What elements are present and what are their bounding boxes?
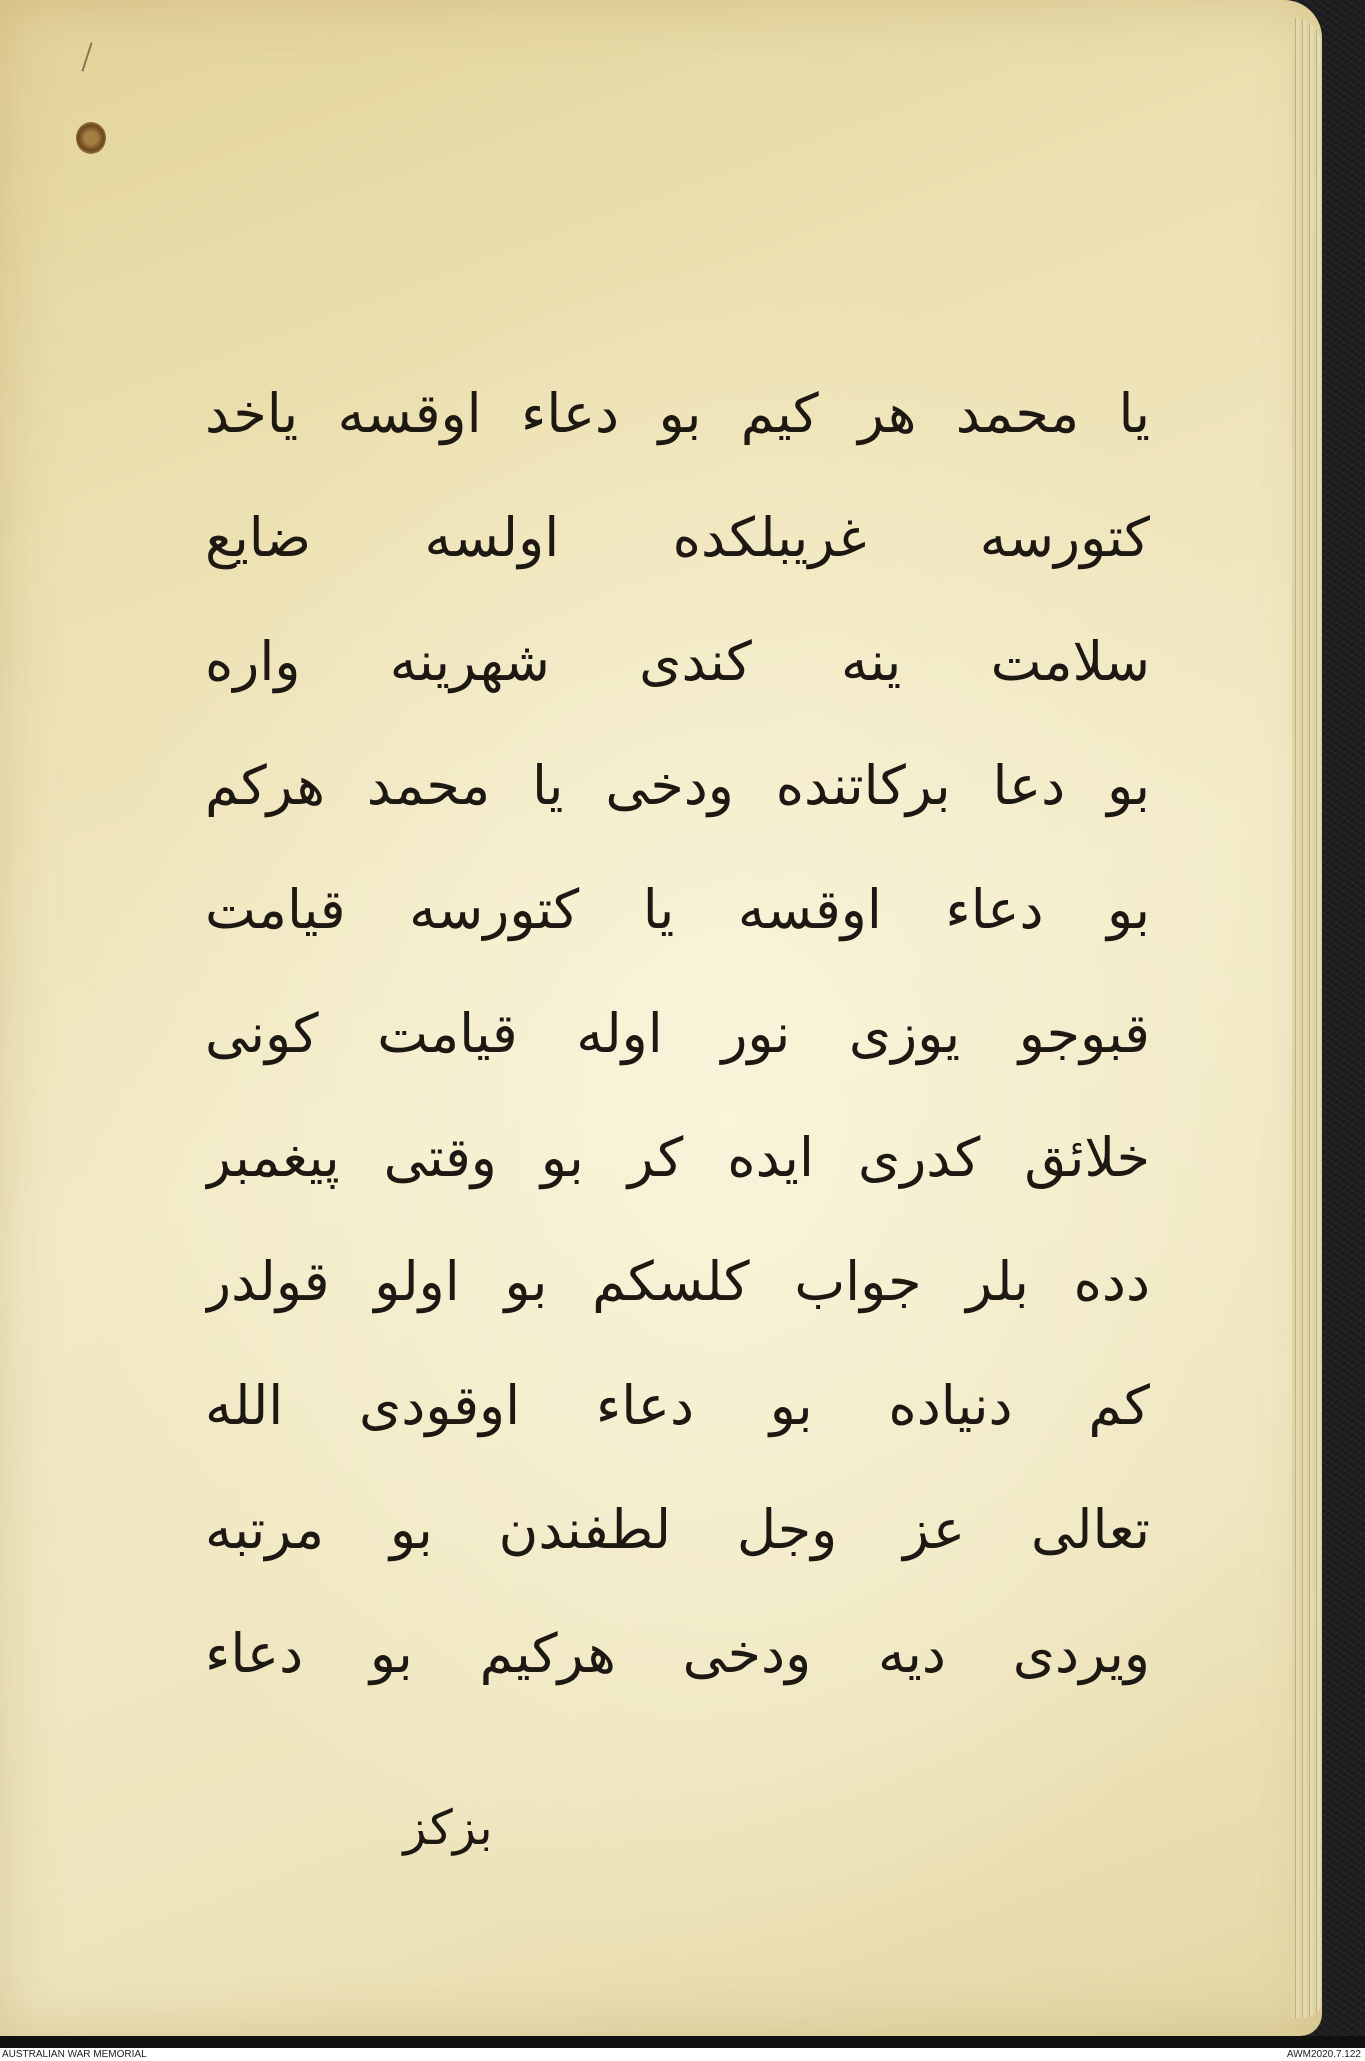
manuscript-line: کم دنیاده بو دعاء اوقودی الله [205, 1374, 1150, 1437]
manuscript-line: ویردی دیه ودخی هرکیم بو دعاء [205, 1622, 1150, 1685]
scan-bottom-border [0, 2036, 1365, 2048]
ink-stain [76, 122, 106, 154]
catchword: بزکز [403, 1800, 493, 1856]
manuscript-line: دده بلر جواب کلسکم بو اولو قولدر [205, 1250, 1150, 1313]
manuscript-line: بو دعا برکاتنده ودخی یا محمد هرکم [205, 754, 1150, 817]
page-stack-edge [1292, 18, 1322, 2018]
manuscript-line: کتورسه غریبلکده اولسه ضایع [205, 506, 1150, 569]
manuscript-line: یا محمد هر کیم بو دعاء اوقسه یاخد [205, 382, 1150, 445]
archive-footer [0, 2048, 1365, 2061]
manuscript-text-block [205, 352, 1150, 1716]
manuscript-line: قبوجو یوزی نور اوله قیامت کونی [205, 1002, 1150, 1065]
manuscript-line: خلائق کدری ایده کر بو وقتی پیغمبر [205, 1126, 1150, 1189]
manuscript-line: تعالی عز وجل لطفندن بو مرتبه [205, 1498, 1150, 1561]
institution-credit: AUSTRALIAN WAR MEMORIAL [2, 2049, 147, 2060]
page-scratch [81, 42, 92, 71]
accession-number: AWM2020.7.122 [1286, 2049, 1361, 2060]
manuscript-line: سلامت ینه کندی شهرینه واره [205, 630, 1150, 693]
manuscript-line: بو دعاء اوقسه یا کتورسه قیامت [205, 878, 1150, 941]
